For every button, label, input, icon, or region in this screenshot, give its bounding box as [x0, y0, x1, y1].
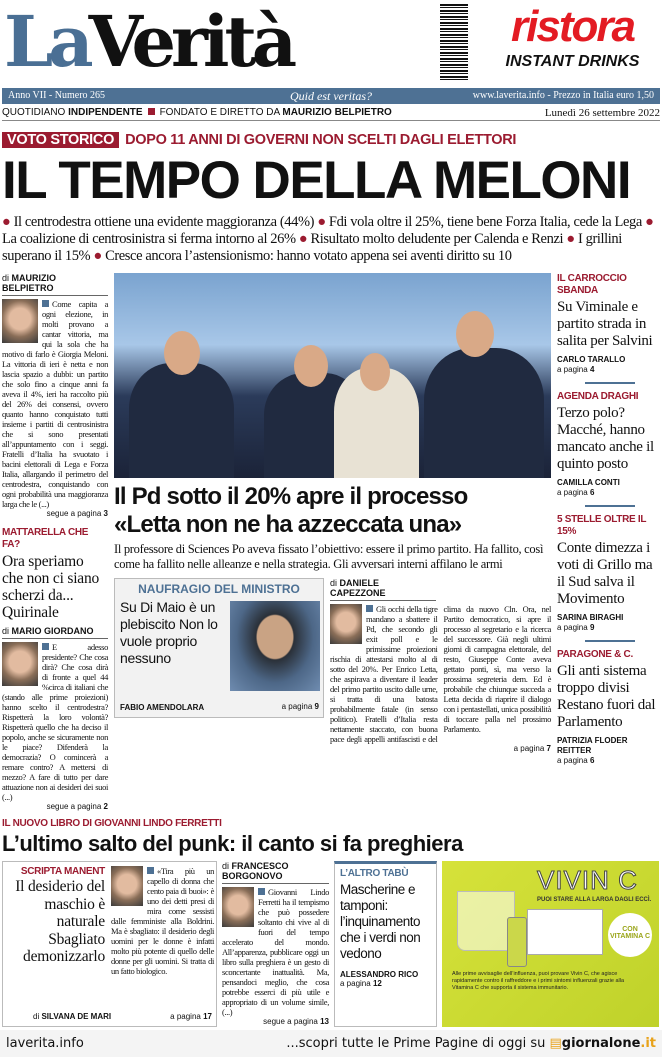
face	[456, 311, 494, 357]
ferretti-kicker: IL NUOVO LIBRO DI GIOVANNI LINDO FERRETTI	[2, 818, 222, 829]
page-ref	[557, 623, 662, 633]
ad-brand: VIVIN C	[537, 865, 638, 895]
by: di	[222, 861, 230, 871]
page-prefix: segue a pagina	[263, 1017, 318, 1026]
bullet: I grillini superano il 15%	[2, 231, 622, 264]
body	[222, 887, 329, 1017]
page-number: 7	[546, 744, 551, 753]
logo-verita: Verità	[88, 0, 293, 83]
ad-tagline: PUOI STARE ALLA LARGA DAGLI ECCÌ.	[537, 897, 652, 903]
bullet-icon: ●	[317, 214, 326, 230]
bullet: La coalizione di centrosinistra si ferma intorno al 26%	[2, 231, 296, 247]
left-column	[2, 273, 108, 812]
footer-site-link[interactable]: laverita.info	[6, 1036, 84, 1051]
byline	[2, 626, 108, 639]
page-ref[interactable]	[2, 509, 108, 519]
page-number: 17	[203, 1012, 212, 1021]
body	[330, 604, 551, 744]
face	[360, 353, 390, 391]
body: Come capita a ogni elezione, in molti provano a cantar vittoria, ma qui la sola che ha motivo di farlo è Giorgia Meloni. La vittoria di ieri è netta e non lascia spazio a dubbi: un partito che solo fino a cinque anni fa aveva il 4%, ieri ha raccolto più del 26% dei consensi, ovvero quanto hanno conquistato tutti insieme i partiti di centrosinistra che si sono presentati all’appuntamento con i seggi. Fratelli d’Italia ha svuotato i bacini elettorali di Lega e Forza Italia, allargando il perimetro del centrodestra, conquistando con ogni probabilità una maggioranza larga che le (...)	[2, 299, 108, 509]
kicker: IL CARROCCIO SBANDA	[557, 273, 627, 296]
masthead	[0, 0, 662, 126]
page-prefix: segue a pagina	[46, 509, 102, 518]
bullet-icon: ●	[93, 248, 102, 264]
borgonovo-article[interactable]	[222, 861, 329, 1027]
right-column	[557, 273, 662, 766]
divider	[585, 640, 635, 642]
kicker-text: DOPO 11 ANNI DI GOVERNI NON SCELTI DAGLI ELETTORI	[125, 132, 517, 148]
editorial-text	[2, 299, 108, 509]
site-price: www.laverita.info - Prezzo in Italia euro 1,50	[472, 90, 654, 101]
page-prefix: segue a pagina	[46, 802, 102, 811]
kicker: PARAGONE & C.	[557, 649, 633, 660]
body-text: Giovanni Lindo Ferretti ha il tempismo che può possedere soltanto chi vive al di fuori del tempo accelerato del mondo. All’apparenza, pubblicare oggi un libro sulla preghiera è un gesto di sconcertante inattualità. Ma, pensandoci meglio, che cosa potrebbe esserci di più utile e appropriato di un volume simile, (...)	[222, 887, 329, 1017]
pd-articles	[114, 578, 551, 754]
square-icon	[148, 108, 155, 115]
capezzone-article[interactable]	[330, 578, 551, 754]
page-ref	[340, 979, 431, 988]
byline	[2, 273, 108, 296]
kicker: 5 STELLE OLTRE IL 15%	[557, 514, 646, 537]
page-number: 6	[589, 488, 595, 497]
author: SARINA BIRAGHI	[557, 613, 624, 622]
subheader-indip: INDIPENDENTE	[68, 107, 143, 118]
page-number: 6	[589, 756, 595, 765]
divider	[585, 382, 635, 384]
bullet: Risultato molto deludente per Calenda e Renzi	[310, 231, 564, 247]
kicker: AGENDA DRAGHI	[557, 391, 639, 402]
footer-promo[interactable]	[286, 1030, 656, 1057]
bottom-section	[2, 818, 660, 1027]
ad-copy: Alle prime avvisaglie dell’influenza, puoi provare Vivin C, che agisce rapidamente contro il raffreddore e i primi sintomi influenzali grazie alla Vitamina C che supporta il sistema immunitario.	[452, 971, 625, 991]
mattarella-article[interactable]	[2, 527, 108, 812]
ad-tagline: INSTANT DRINKS	[505, 53, 640, 70]
page-prefix: a pagina	[557, 488, 588, 497]
author-photo	[2, 642, 38, 686]
bullet: Cresce ancora l’astensionismo: hanno votato appena sei aventi diritto su 10	[105, 248, 512, 264]
page-ref	[557, 756, 662, 766]
figure	[424, 348, 544, 478]
author: PATRIZIA FLODER REITTER	[557, 736, 628, 755]
ferretti-headline[interactable]: L’ultimo salto del punk: il canto si fa preghiera	[2, 831, 463, 856]
body-text: E adesso presidente? Che cosa dirà? Che cosa dirà di fronte a quel 44 %circa di italiani che (stando alle prime proiezioni) hanno scelto il centrodestra? Rispetterà la loro volontà? Rispetterà quello che ha deciso il popolo, anche se sicuramente non le piace? Difenderà la democrazia? O comincerà a remare contro? A mettersi di mezzo? A fare di tutto per dare attuazione non ai desideri dei suoi (...)	[2, 642, 108, 802]
pd-headline[interactable]	[114, 483, 551, 539]
product-tube	[507, 917, 527, 967]
body-text: «Tira più un capello di donna che cento paia di buoi»: è uno dei detti presi di mira come sessisti dalle femministe alla Boldrini. Ma è sbagliato: il desiderio degli uomini per le donne è infatti molto più potente di quello delle donne per gli uomini. Si tratta di un fatto biologico.	[111, 866, 214, 976]
lead-headline[interactable]: IL TEMPO DELLA MELONI	[2, 151, 631, 210]
info-bar	[2, 88, 660, 104]
page-ref	[557, 365, 662, 375]
subheader-prefix: QUOTIDIANO	[2, 107, 66, 118]
byline	[222, 861, 329, 884]
lead-bullets	[2, 214, 660, 265]
bullet-icon: ●	[2, 214, 11, 230]
page-prefix: a pagina	[513, 744, 545, 753]
page-body	[0, 130, 662, 1027]
middle-section	[2, 273, 660, 812]
page-number: 9	[314, 702, 319, 711]
scripta-box[interactable]	[2, 861, 217, 1027]
vivin-c-ad[interactable]	[442, 861, 659, 1027]
author-photo	[222, 887, 254, 927]
editorial[interactable]	[2, 273, 108, 519]
author-photo	[111, 866, 143, 906]
dimaio-photo	[230, 601, 320, 691]
kicker: MATTARELLA CHE FA?	[2, 527, 89, 550]
author: SILVANA DE MARI	[41, 1012, 112, 1021]
scripta-content	[7, 866, 212, 976]
logo-la: La	[4, 0, 89, 83]
subheader	[2, 107, 660, 121]
page-number: 13	[320, 1017, 329, 1026]
by: di	[330, 578, 338, 588]
page-ref	[330, 744, 551, 754]
divider	[585, 505, 635, 507]
page-prefix: a pagina	[557, 756, 588, 765]
author: CARLO TARALLO	[557, 355, 626, 364]
by: di	[2, 273, 10, 283]
page-ref	[557, 488, 662, 498]
center-column	[114, 273, 551, 754]
page-number: 9	[589, 623, 595, 632]
ad-badge: CON VITAMINA C	[608, 913, 652, 957]
page-number: 2	[103, 802, 108, 811]
title: Il desiderio del maschio è naturale Sbagliato demonizzarlo	[15, 878, 105, 965]
lead-photo	[114, 273, 551, 478]
by: di	[33, 1012, 40, 1021]
page-number: 4	[589, 365, 595, 374]
byline	[330, 578, 436, 601]
bullet-icon: ●	[298, 231, 308, 247]
giornalone-tld: .it	[640, 1036, 656, 1051]
author: FRANCESCO BORGONOVO	[222, 861, 289, 881]
title: Conte dimezza i voti di Grillo ma il Sud salva il Movimento	[557, 540, 653, 607]
kicker-box: VOTO STORICO	[2, 132, 119, 148]
page-prefix: a pagina	[557, 623, 588, 632]
bullet-icon: ●	[566, 231, 575, 247]
square-icon	[42, 643, 49, 650]
kicker: NAUFRAGIO DEL MINISTRO	[138, 582, 300, 596]
title: Gli anti sistema troppo divisi Restano fuori dal Parlamento	[557, 663, 656, 730]
page-ref[interactable]	[2, 802, 108, 812]
byline	[7, 1012, 111, 1022]
dimaio-box[interactable]	[114, 578, 324, 718]
headline-line: «Letta non ne ha azzeccata una»	[114, 511, 462, 538]
page-ref	[170, 1012, 212, 1022]
face	[294, 345, 328, 387]
title: Terzo polo? Macché, hanno mancato anche il quinto posto	[557, 405, 654, 472]
subheader-founded: FONDATO E DIRETTO DA	[159, 107, 280, 118]
body	[111, 866, 214, 976]
motto: Quid est veritas?	[290, 89, 372, 103]
kicker: L’ALTRO TABÙ	[340, 868, 409, 879]
title: Su Di Maio è un plebiscito Non lo vuole proprio nessuno	[120, 599, 218, 666]
bottom-row	[2, 861, 660, 1027]
product-box	[527, 909, 603, 955]
page-prefix: a pagina	[340, 979, 371, 988]
promo-text: ...scopri tutte le Prime Pagine di oggi su	[286, 1036, 546, 1051]
page-number: 3	[103, 509, 108, 518]
page-prefix: a pagina	[170, 1012, 201, 1021]
title: Su Viminale e partito strada in salita per Salvini	[557, 299, 653, 349]
author-photo	[330, 604, 362, 644]
document-icon: ▤	[549, 1036, 562, 1051]
body-text: Gli occhi della tigre mandano a sbattere il Pd, che secondo gli exit poll e le primissime proiezioni rischia di attestarsi molto al di sotto del 20%. Per Enrico Letta, che aspirava a diventare il leader del primo partito uscito dalle urne, si tratta di una batosta probabilmente fatale (in senso politico). Fratelli d’Italia resta nettamente staccato, con buona pace degli appelli antifascisti e del clima da nuovo Cln. Ora, nel Partito democratico, si apre il processo al segretario e la ricerca del successore. Già negli ultimi giorni di campagna elettorale, del resto, Giuseppe Conte aveva gettato ponti, sì, ma verso la prossima segreteria dem. Ed è probabile che chiunque succeda a Letta decida di riaprire il dialogo con i pentastellati, unica possibilità di toccare palla nel prossimo Parlamento.	[330, 604, 551, 744]
altro-tabu-box[interactable]	[334, 861, 437, 1027]
page-number: 12	[372, 979, 382, 988]
newspaper-logo	[4, 2, 292, 82]
director: MAURIZIO BELPIETRO	[282, 107, 392, 118]
by: di	[2, 626, 10, 636]
barcode	[440, 4, 468, 80]
right-article[interactable]	[557, 273, 662, 375]
kicker: SCRIPTA MANENT	[20, 866, 105, 877]
author: FABIO AMENDOLARA	[120, 703, 205, 712]
issue-date: Lunedì 26 settembre 2022	[544, 107, 660, 119]
scripta-footer	[7, 1010, 212, 1022]
ad-brand: ristora	[511, 2, 634, 51]
bullet-icon: ●	[645, 214, 654, 230]
right-article[interactable]	[557, 514, 662, 633]
ristora-ad[interactable]	[485, 2, 660, 72]
issue-number: Anno VII - Numero 265	[8, 90, 106, 101]
page-prefix: a pagina	[557, 365, 588, 374]
title: Mascherine e tamponi: l’inquinamento che i verdi non vedono	[340, 882, 421, 961]
square-icon	[147, 867, 154, 874]
page-ref	[282, 702, 319, 712]
lead-kicker	[2, 130, 660, 150]
giornalone-brand: giornalone	[561, 1036, 641, 1051]
author: ALESSANDRO RICO	[340, 970, 419, 979]
page-ref	[222, 1017, 329, 1027]
author: DANIELE CAPEZZONE	[330, 578, 386, 598]
title: Ora speriamo che non ci siano scherzi da... Quirinale	[2, 553, 100, 621]
pd-subtitle: Il professore di Sciences Po aveva fissato l’obiettivo: essere il primo partito. Ha fallito, così come ha fallito nelle alleanze e nella strategia. Gli avversari interni affilano le armi	[114, 542, 544, 571]
square-icon	[42, 300, 49, 307]
face	[164, 331, 200, 375]
author: MARIO GIORDANO	[11, 626, 94, 636]
figure	[129, 363, 234, 478]
author: MAURIZIO BELPIETRO	[2, 273, 57, 293]
square-icon	[366, 605, 373, 612]
page-prefix: a pagina	[281, 702, 313, 711]
author-photo	[2, 299, 38, 343]
right-article[interactable]	[557, 391, 662, 498]
right-article[interactable]	[557, 649, 662, 766]
headline-line: Il Pd sotto il 20% apre il processo	[114, 483, 468, 510]
footer	[0, 1030, 662, 1057]
author: CAMILLA CONTI	[557, 478, 620, 487]
bullet: Fdi vola oltre il 25%, tiene bene Forza Italia, cede la Lega	[328, 214, 642, 230]
bullet: Il centrodestra ottiene una evidente maggioranza (44%)	[13, 214, 315, 230]
square-icon	[258, 888, 265, 895]
body	[2, 642, 108, 802]
